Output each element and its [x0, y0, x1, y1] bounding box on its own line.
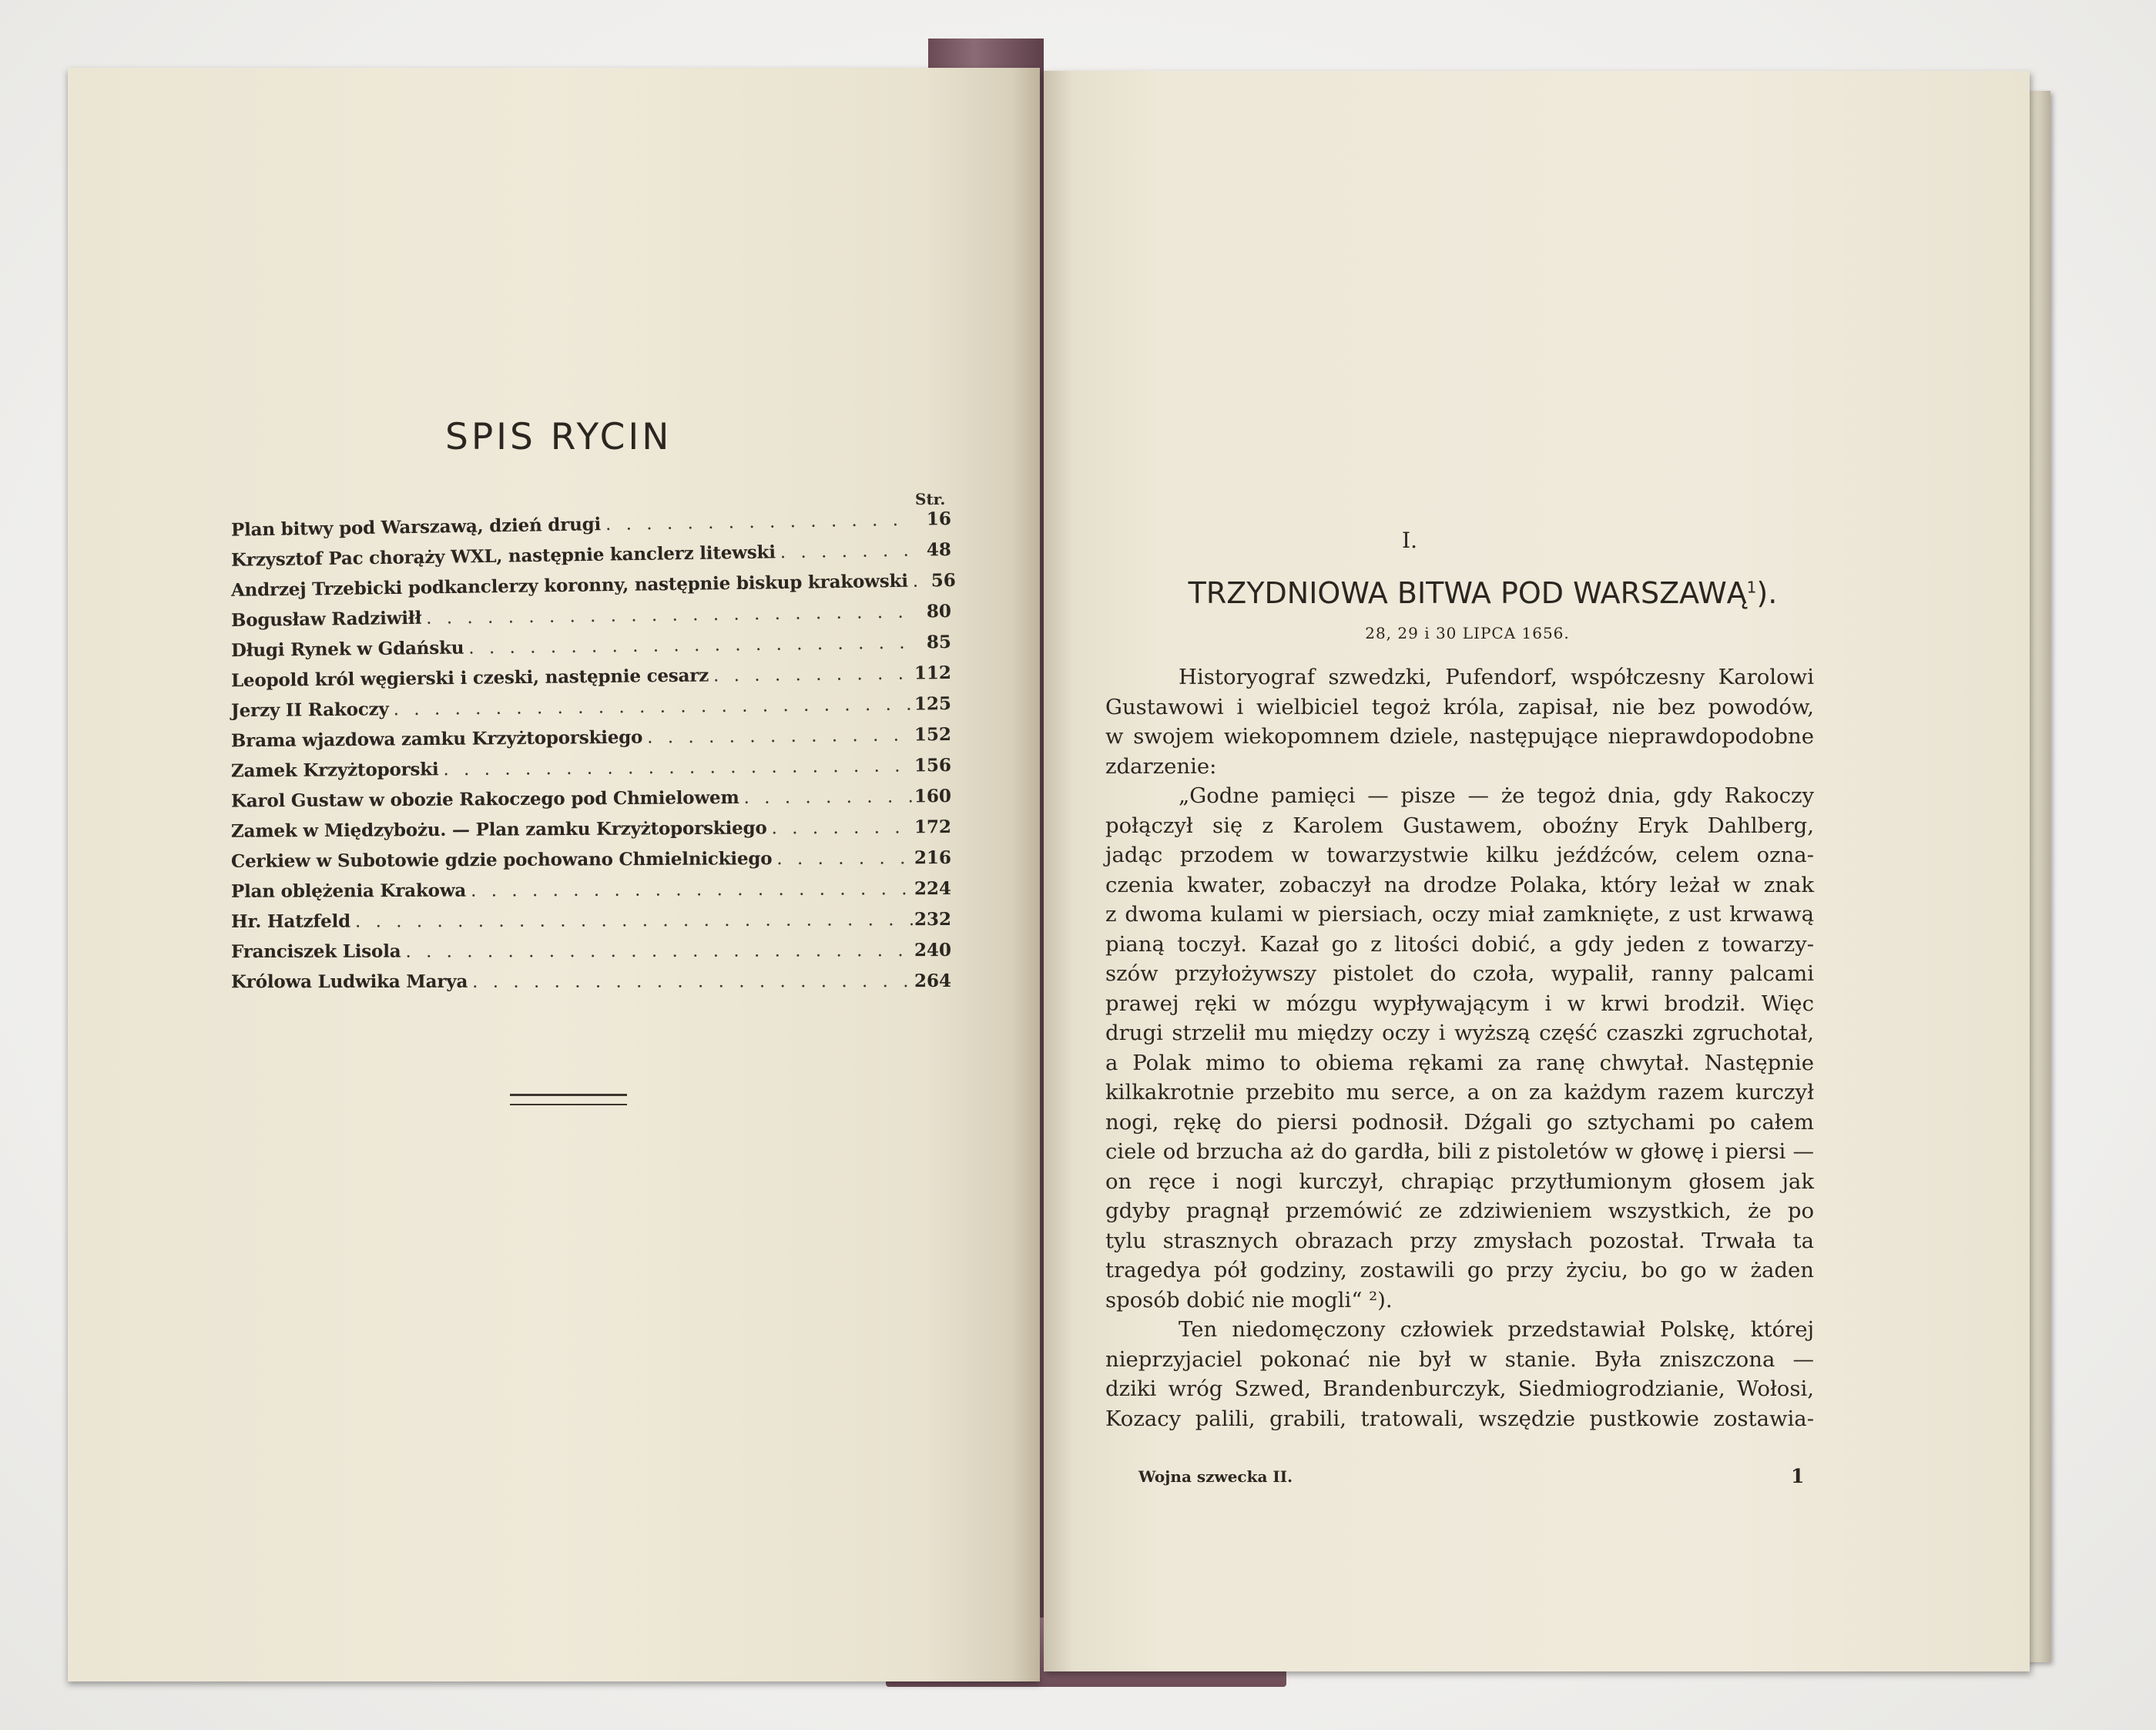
toc-entry-page: 80 [926, 601, 952, 622]
toc-leader-dots [776, 541, 913, 563]
toc-entry-label: Leopold król węgierski i czeski, następnie cesarz [230, 665, 709, 692]
body-line: pianą toczył. Kazał go z litości dobić, a gdy jeden z towarzy- [1105, 931, 1814, 957]
toc-entry-page: 264 [914, 971, 952, 992]
body-line: w swojem wiekopomnem dziele, następujące nieprawdopodobne [1105, 724, 1814, 749]
body-line: połączył się z Karolem Gustawem, oboźny Eryk Dahlberg, [1105, 813, 1814, 838]
toc-leader-dots [739, 786, 913, 808]
toc-entry-label: Hr. Hatzfeld [230, 910, 351, 933]
toc-entry-page: 156 [914, 755, 952, 776]
body-line: ciele od brzucha aż do gardła, bili z pistoletów w głowę i piersi — [1105, 1139, 1814, 1164]
toc-entry-label: Krzysztof Pac chorąży WXL, następnie kanclerz litewski [230, 541, 776, 571]
page-number: 1 [1791, 1465, 1805, 1487]
body-line: nieprzyjaciel pokonać nie był w stanie. Była zniszczona — [1105, 1346, 1814, 1372]
toc-leader-dots [438, 756, 913, 780]
toc-entry [231, 847, 951, 882]
body-line: dziki wróg Szwed, Brandenburczyk, Siedmiogrodzianie, Wołosi, [1105, 1376, 1814, 1401]
body-line: czenia kwater, zobaczył na drodze Polaka, który leżał w znak [1105, 872, 1814, 897]
body-line: tylu strasznych obrazach przy zmysłach pozostał. Trwała ta [1105, 1228, 1814, 1253]
body-line: a Polak mimo to obiema rękami za ranę chwytał. Następnie [1105, 1050, 1814, 1075]
toc-entry [231, 786, 951, 822]
toc-entry-page: 125 [914, 693, 952, 715]
toc-entry [231, 940, 951, 972]
toc-entry-label: Andrzej Trzebicki podkanclerzy koronny, następnie biskup krakowski [230, 570, 908, 601]
body-line: sposób dobić nie mogli“ ²). [1105, 1287, 1393, 1313]
body-line: jadąc przodem w towarzystwie kilku jeźdźców, celem ozna- [1105, 843, 1814, 867]
toc-leader-dots [464, 633, 913, 659]
toc-entry-label: Karol Gustaw w obozie Rakoczego pod Chmielowem [230, 786, 739, 812]
chapter-title-text: TRZYDNIOWA BITWA POD WARSZAWĄ [1188, 576, 1747, 610]
body-line: Kozacy palili, grabili, tratowali, wszędzie pustkowie zostawia- [1105, 1406, 1814, 1431]
toc-page-column-header: Str. [915, 490, 946, 508]
toc-entry-label: Cerkiew w Subotowie gdzie pochowano Chmielnickiego [230, 848, 773, 872]
toc-entry-page: 224 [914, 878, 952, 900]
toc-entry-page: 216 [914, 847, 952, 869]
body-line: on ręce i nogi kurczył, chrapiąc przytłumionym głosem jak [1105, 1168, 1814, 1194]
toc-entry-page: 112 [914, 662, 952, 684]
body-line: nogi, rękę do piersi podnosił. Dźgali go sztychami po całem [1105, 1109, 1814, 1135]
body-line: Historyograf szwedzki, Pufendorf, współczesny Karolowi [1179, 665, 1814, 689]
toc-list [230, 508, 956, 1001]
toc-entry-label: Zamek w Międzybożu. — Plan zamku Krzyżtoporskiego [230, 817, 767, 842]
toc-entry-label: Plan bitwy pod Warszawą, dzień drugi [230, 514, 602, 541]
toc-entry [231, 909, 951, 942]
body-line: „Godne pamięci — pisze — że tegoż dnia, gdy Rakoczy [1179, 783, 1814, 808]
toc-entry-label: Bogusław Radziwiłł [230, 607, 422, 631]
toc-leader-dots [601, 510, 913, 535]
toc-entry [231, 971, 951, 1002]
toc-entry-page: 240 [914, 940, 952, 961]
body-line: z dwoma kulami w piersiach, oczy miał zamknięte, z ust krwawą [1105, 902, 1814, 927]
toc-entry-page: 16 [926, 508, 952, 530]
toc-leader-dots [421, 602, 913, 629]
toc-entry-page: 160 [914, 786, 952, 807]
toc-entry-page: 152 [914, 724, 952, 746]
toc-leader-dots [389, 694, 914, 719]
toc-entry-page: 232 [914, 909, 952, 930]
body-line: kilkakrotnie przebito mu serce, a on za każdym razem kurczył [1105, 1080, 1814, 1105]
chapter-date: 28, 29 i 30 LIPCA 1656. [1365, 624, 1570, 642]
chapter-numeral: I. [1402, 528, 1417, 553]
footnote-marker: 1 [1746, 578, 1757, 597]
toc-entry [231, 816, 951, 852]
toc-entry-page: 172 [914, 816, 952, 838]
toc-entry-page: 48 [926, 539, 952, 561]
toc-entry-label: Plan oblężenia Krakowa [230, 880, 467, 902]
toc-entry-page: 85 [926, 632, 952, 653]
body-line: Gustawowi i wielbiciel tegoż króla, zapisał, nie bez powodów, [1105, 694, 1814, 719]
body-line: drugi strzelił mu między oczy i wyższą część czaszki zgruchotał, [1105, 1021, 1814, 1045]
toc-entry-label: Królowa Ludwika Marya [230, 971, 468, 993]
toc-leader-dots [709, 664, 913, 686]
chapter-title [1186, 576, 1779, 610]
toc-leader-dots [401, 940, 913, 962]
toc-entry [231, 878, 951, 912]
toc-leader-dots [642, 725, 913, 747]
footer-signature: Wojna szwecka II. [1138, 1467, 1293, 1486]
toc-entry-label: Długi Rynek w Gdańsku [230, 637, 464, 662]
toc-entry-label: Zamek Krzyżtoporski [230, 759, 439, 782]
body-line: tragedya pół godziny, zostawili go przy życiu, bo go w żaden [1105, 1258, 1814, 1282]
toc-leader-dots [908, 572, 917, 592]
toc-leader-dots [766, 817, 913, 838]
toc-entry-page: 56 [930, 569, 956, 592]
toc-leader-dots [350, 910, 913, 931]
chapter-title-end: ). [1756, 576, 1778, 610]
toc-leader-dots [466, 879, 913, 900]
body-line: Ten niedomęczony człowiek przedstawiał Polskę, której [1179, 1317, 1814, 1342]
toc-entry-label: Brama wjazdowa zamku Krzyżtoporskiego [230, 726, 643, 752]
body-line: gdyby pragnął przemówić ze zdziwieniem wszystkich, że po [1105, 1199, 1814, 1223]
body-line: szów przyłożywszy pistolet do czoła, wypalił, ranny palcami [1105, 961, 1814, 986]
body-text [1105, 662, 1814, 1433]
toc-title: SPIS RYCIN [445, 416, 672, 458]
body-line: zdarzenie: [1105, 753, 1217, 779]
body-line: prawej ręki w mózgu wypływającym i w krwi brodził. Więc [1105, 991, 1814, 1016]
toc-entry-label: Jerzy II Rakoczy [230, 699, 389, 722]
toc-entry-label: Franciszek Lisola [230, 940, 401, 963]
toc-leader-dots [468, 971, 913, 992]
toc-leader-dots [772, 848, 913, 869]
decorative-rule [510, 1094, 627, 1105]
